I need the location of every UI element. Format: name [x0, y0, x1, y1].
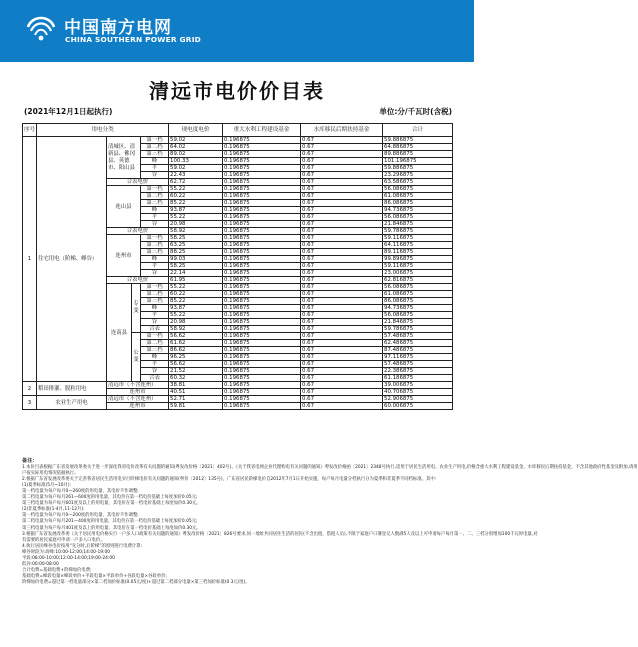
total-cell: 61.186875 [383, 375, 453, 382]
fund1-cell: 0.196875 [223, 242, 301, 249]
price-cell: 59.02 [169, 137, 223, 144]
total-cell: 56.086875 [383, 186, 453, 193]
fund2-cell: 0.67 [301, 256, 383, 263]
note-line: 平段:08:00-10:00;12:00-14:00;19:00-24:00 [22, 555, 115, 561]
fund1-cell: 0.196875 [223, 249, 301, 256]
area-label: 连山县 [107, 186, 141, 228]
price-cell: 85.22 [169, 298, 223, 305]
group-category: 住宅用电（阶梯、峰谷） [37, 137, 107, 382]
total-cell: 59.116875 [383, 235, 453, 242]
fund2-cell: 0.67 [301, 361, 383, 368]
brand-name-cn: 中国南方电网 [64, 18, 172, 38]
price-cell: 52.71 [169, 396, 223, 403]
area-label: 连州市 [107, 389, 169, 396]
fund1-cell: 0.196875 [223, 221, 301, 228]
fund2-cell: 0.67 [301, 172, 383, 179]
fund1-cell: 0.196875 [223, 403, 301, 410]
table-row [23, 137, 453, 144]
csg-logo-icon [24, 11, 58, 43]
price-cell: 93.87 [169, 305, 223, 312]
fund2-cell: 0.67 [301, 151, 383, 158]
total-cell: 60.006875 [383, 403, 453, 410]
fund2-cell: 0.67 [301, 319, 383, 326]
fund2-cell: 0.67 [301, 396, 383, 403]
note-line: (2)非夏季标准(1-4月,11-12月): [22, 507, 85, 513]
fund2-cell: 0.67 [301, 242, 383, 249]
total-cell: 21.846875 [383, 319, 453, 326]
notes-section [22, 458, 638, 586]
page-title: 清远市电价价目表 [149, 79, 325, 103]
table-header-row [23, 124, 453, 137]
note-line: 3.根据广东省发展改革委《关于居民用电价格实行一户多人口政策有关问题的通知》粤发改价格〔2021〕826号要求,同一地址共同居住生活的居民(不含出租、借租人员),不限于家庭户口簿登记人数满5人及以上可申请每户每月第一、二、三档分别增加100千瓦时电量,对 [22, 531, 538, 537]
price-cell: 55.22 [169, 284, 223, 291]
price-cell: 59.81 [169, 403, 223, 410]
fund2-cell: 0.67 [301, 186, 383, 193]
col-header-price: 现电度电价 [169, 124, 223, 137]
tier-cell: 平 [141, 312, 169, 319]
price-cell: 58.92 [169, 326, 223, 333]
group-category: 农业生产用电 [37, 396, 107, 410]
note-line: 户按实际用电情况依据执行。 [22, 471, 79, 477]
price-cell: 60.22 [169, 193, 223, 200]
note-line: (1)夏季标准(5月~10月): [22, 483, 71, 489]
price-cell: 55.22 [169, 186, 223, 193]
fund1-cell: 0.196875 [223, 214, 301, 221]
price-cell: 96.25 [169, 354, 223, 361]
note-line: 峰谷时段为:高峰:10:00-12:00;14:00-19:00 [22, 549, 111, 555]
total-cell: 59.116875 [383, 263, 453, 270]
tier-cell: 第二档 [141, 291, 169, 298]
tier-cell: 平 [141, 361, 169, 368]
total-cell: 62.486875 [383, 340, 453, 347]
header-banner [0, 0, 474, 62]
tier-cell: 峰 [141, 158, 169, 165]
tier-cell: 平 [141, 214, 169, 221]
total-cell: 61.086875 [383, 193, 453, 200]
tier-cell: 第三档 [141, 298, 169, 305]
price-cell: 40.51 [169, 389, 223, 396]
total-cell: 59.886875 [383, 137, 453, 144]
price-cell: 20.98 [169, 221, 223, 228]
fund2-cell: 0.67 [301, 158, 383, 165]
price-cell: 89.02 [169, 151, 223, 158]
fund1-cell: 0.196875 [223, 333, 301, 340]
area-label: 连南县 [107, 284, 132, 382]
tier-cell: 谷 [141, 319, 169, 326]
price-cell: 62.72 [169, 179, 223, 186]
tier-cell: 第二档 [141, 340, 169, 347]
fund1-cell: 0.196875 [223, 158, 301, 165]
note-line: 第二档电量为每户每月201—400度的用电量，其电价在第一档电价基础上每度加价0.05元; [22, 519, 198, 525]
fund1-cell: 0.196875 [223, 312, 301, 319]
total-cell: 89.116875 [383, 249, 453, 256]
price-cell: 56.62 [169, 333, 223, 340]
fund2-cell: 0.67 [301, 291, 383, 298]
total-cell: 94.736875 [383, 305, 453, 312]
note-line: 第一档电量为每户每月0—200度的用电量，其电价不作调整; [22, 513, 139, 519]
total-cell: 56.086875 [383, 214, 453, 221]
fund1-cell: 0.196875 [223, 277, 301, 284]
total-cell: 61.086875 [383, 291, 453, 298]
note-line: 第一档电量为每户每月0—260度的用电量，其电价不作调整; [22, 489, 139, 495]
price-cell: 64.02 [169, 144, 223, 151]
fund1-cell: 0.196875 [223, 186, 301, 193]
price-cell: 59.02 [169, 165, 223, 172]
tier-cell: 第三档 [141, 151, 169, 158]
fund2-cell: 0.67 [301, 263, 383, 270]
fund1-cell: 0.196875 [223, 368, 301, 375]
fund1-cell: 0.196875 [223, 228, 301, 235]
fund2-cell: 0.67 [301, 312, 383, 319]
tier-cell: 第二档 [141, 144, 169, 151]
fund2-cell: 0.67 [301, 214, 383, 221]
fund1-cell: 0.196875 [223, 347, 301, 354]
total-cell: 59.786875 [383, 326, 453, 333]
tier-cell: 第三档 [141, 200, 169, 207]
fund2-cell: 0.67 [301, 284, 383, 291]
fund1-cell: 0.196875 [223, 375, 301, 382]
total-cell: 87.486875 [383, 347, 453, 354]
fund2-cell: 0.67 [301, 165, 383, 172]
price-cell: 60.32 [169, 375, 223, 382]
tier-cell: 合表电价 [107, 277, 169, 284]
fund2-cell: 0.67 [301, 179, 383, 186]
note-line: 第三档电量为每户每月401度及以上的用电量，其电价在第一档电价基础上每度加价0.30元。 [22, 525, 201, 531]
total-cell: 56.086875 [383, 284, 453, 291]
fund1-cell: 0.196875 [223, 382, 301, 389]
total-cell: 23.296875 [383, 172, 453, 179]
fund1-cell: 0.196875 [223, 291, 301, 298]
price-cell: 56.62 [169, 361, 223, 368]
price-cell: 22.14 [169, 270, 223, 277]
tier-cell: 平 [141, 165, 169, 172]
col-header-no: 序号 [23, 124, 37, 137]
fund2-cell: 0.67 [301, 382, 383, 389]
price-cell: 99.03 [169, 256, 223, 263]
price-cell: 38.81 [169, 382, 223, 389]
notes-heading: 备注： [22, 458, 38, 464]
table-row [23, 396, 453, 403]
tier-cell: 合表电价 [107, 228, 169, 235]
total-cell: 22.386875 [383, 368, 453, 375]
note-line: 基础电费=峰段电量×峰段单价+平段电量×平段单价+谷段电量×谷段单价; [22, 573, 167, 579]
total-cell: 63.586875 [383, 179, 453, 186]
fund2-cell: 0.67 [301, 340, 383, 347]
total-cell: 99.896875 [383, 256, 453, 263]
fund1-cell: 0.196875 [223, 270, 301, 277]
tier-cell: 峰 [141, 354, 169, 361]
fund2-cell: 0.67 [301, 326, 383, 333]
fund2-cell: 0.67 [301, 277, 383, 284]
area-sub-label: 专变 [132, 284, 141, 333]
total-cell: 52.906875 [383, 396, 453, 403]
tier-cell: 第三档 [141, 249, 169, 256]
price-cell: 55.22 [169, 214, 223, 221]
total-cell: 59.786875 [383, 228, 453, 235]
price-cell: 58.25 [169, 235, 223, 242]
total-cell: 21.846875 [383, 221, 453, 228]
note-line: 4.执行居民峰谷电价按用“先分时,后阶梯”的原则进行电费计算: [22, 543, 143, 549]
fund1-cell: 0.196875 [223, 305, 301, 312]
total-cell: 64.886875 [383, 144, 453, 151]
tier-cell: 合表电价 [107, 179, 169, 186]
note-line: 阶梯加价电费=超过第一档电量部分×第二档加价标准(0.05元/度)+超过第二档部分电量×第三档加价标准(0.3元/度)。 [22, 579, 250, 585]
fund1-cell: 0.196875 [223, 151, 301, 158]
fund2-cell: 0.67 [301, 389, 383, 396]
fund1-cell: 0.196875 [223, 326, 301, 333]
area-label: 清远市（不含连州） [107, 382, 169, 389]
fund1-cell: 0.196875 [223, 172, 301, 179]
col-header-fund2: 水库移民后期扶持基金 [301, 124, 383, 137]
note-line: 低谷:00:00-08:00 [22, 561, 59, 567]
tier-cell: 第三档 [141, 347, 169, 354]
area-label: 连州市 [107, 235, 141, 277]
effective-date: (2021年12月1日起执行) [24, 107, 113, 116]
fund2-cell: 0.67 [301, 347, 383, 354]
col-header-category: 用电分类 [37, 124, 169, 137]
fund2-cell: 0.67 [301, 333, 383, 340]
price-cell: 55.22 [169, 312, 223, 319]
fund2-cell: 0.67 [301, 207, 383, 214]
fund2-cell: 0.67 [301, 200, 383, 207]
note-line: 第二档电量为每户每月261—600度的用电量，其电价在第一档电价基础上每度加价0.05元; [22, 495, 198, 501]
price-cell: 86.62 [169, 347, 223, 354]
tier-cell: 峰 [141, 207, 169, 214]
fund1-cell: 0.196875 [223, 200, 301, 207]
total-cell: 86.086875 [383, 200, 453, 207]
area-sub-label: 公变 [132, 333, 141, 382]
fund2-cell: 0.67 [301, 298, 383, 305]
fund1-cell: 0.196875 [223, 137, 301, 144]
tier-cell: 第一档 [141, 137, 169, 144]
area-label: 清远市（不含连州） [107, 396, 169, 403]
tier-cell: 第一档 [141, 333, 169, 340]
total-cell: 62.816875 [383, 277, 453, 284]
brand-name-en: CHINA SOUTHERN POWER GRID [65, 35, 201, 44]
col-header-fund1: 重大水利工程建设基金 [223, 124, 301, 137]
price-cell: 100.33 [169, 158, 223, 165]
tier-cell: 平 [141, 263, 169, 270]
price-cell: 88.25 [169, 249, 223, 256]
fund2-cell: 0.67 [301, 221, 383, 228]
price-cell: 58.92 [169, 228, 223, 235]
fund2-cell: 0.67 [301, 249, 383, 256]
price-cell: 58.25 [169, 263, 223, 270]
fund1-cell: 0.196875 [223, 340, 301, 347]
tier-cell: 谷 [141, 221, 169, 228]
tier-cell: 第一档 [141, 186, 169, 193]
tier-cell: 第二档 [141, 242, 169, 249]
tier-cell: 峰 [141, 256, 169, 263]
note-line: 第三档电量为每户每月601度及以上的用电量，其电价在第一档电价基础上每度加价0.30元。 [22, 501, 201, 507]
area-label: 连州市 [107, 403, 169, 410]
fund1-cell: 0.196875 [223, 319, 301, 326]
table-row [23, 382, 453, 389]
price-cell: 63.25 [169, 242, 223, 249]
fund2-cell: 0.67 [301, 228, 383, 235]
total-cell: 56.086875 [383, 312, 453, 319]
tier-cell: 第二档 [141, 193, 169, 200]
fund2-cell: 0.67 [301, 235, 383, 242]
fund1-cell: 0.196875 [223, 284, 301, 291]
total-cell: 57.486875 [383, 333, 453, 340]
price-cell: 61.95 [169, 277, 223, 284]
tier-cell: 合表 [141, 326, 169, 333]
fund1-cell: 0.196875 [223, 263, 301, 270]
tier-cell: 谷 [141, 270, 169, 277]
fund2-cell: 0.67 [301, 354, 383, 361]
fund1-cell: 0.196875 [223, 193, 301, 200]
note-line: 合计电费=基础电费+阶梯加价电费; [22, 567, 92, 573]
group-category: 稻田排灌、脱粒用电 [37, 382, 107, 396]
fund1-cell: 0.196875 [223, 179, 301, 186]
tier-cell: 第一档 [141, 235, 169, 242]
note-line: 有需要的居民家庭可申请一户多人口电价。 [22, 537, 105, 543]
total-cell: 23.006875 [383, 270, 453, 277]
tier-cell: 第一档 [141, 284, 169, 291]
fund1-cell: 0.196875 [223, 144, 301, 151]
total-cell: 101.196875 [383, 158, 453, 165]
total-cell: 64.116875 [383, 242, 453, 249]
total-cell: 94.736875 [383, 207, 453, 214]
area-label: 清城区、清新县、佛冈县、英德市、阳山县 [107, 137, 141, 179]
tier-cell: 谷 [141, 368, 169, 375]
price-cell: 93.87 [169, 207, 223, 214]
fund2-cell: 0.67 [301, 375, 383, 382]
fund1-cell: 0.196875 [223, 354, 301, 361]
price-cell: 61.62 [169, 340, 223, 347]
tier-cell: 谷 [141, 172, 169, 179]
group-no: 1 [23, 137, 37, 382]
total-cell: 86.086875 [383, 298, 453, 305]
col-header-total: 合计 [383, 124, 453, 137]
price-cell: 60.22 [169, 291, 223, 298]
fund1-cell: 0.196875 [223, 396, 301, 403]
fund2-cell: 0.67 [301, 368, 383, 375]
fund1-cell: 0.196875 [223, 165, 301, 172]
fund2-cell: 0.67 [301, 193, 383, 200]
fund2-cell: 0.67 [301, 270, 383, 277]
group-no: 3 [23, 396, 37, 410]
fund1-cell: 0.196875 [223, 235, 301, 242]
price-cell: 22.43 [169, 172, 223, 179]
total-cell: 97.116875 [383, 354, 453, 361]
fund2-cell: 0.67 [301, 403, 383, 410]
fund1-cell: 0.196875 [223, 207, 301, 214]
price-cell: 21.52 [169, 368, 223, 375]
price-unit: 单位:分/千瓦时(含税) [379, 107, 452, 116]
total-cell: 57.486875 [383, 361, 453, 368]
fund1-cell: 0.196875 [223, 361, 301, 368]
fund1-cell: 0.196875 [223, 256, 301, 263]
total-cell: 40.706875 [383, 389, 453, 396]
price-cell: 85.22 [169, 200, 223, 207]
fund2-cell: 0.67 [301, 144, 383, 151]
tier-cell: 合表 [141, 375, 169, 382]
note-line: 2.根据广东省发展改革委关于完善我省居民生活用电实行阶梯电价有关问题的通知(粤价〔2012〕135号)，广东省居民阶梯电价自2012年7月1日开始实施，每户每月电量分档执行分为夏季和非夏季不同档标准。其中: [22, 477, 437, 483]
total-cell: 89.886875 [383, 151, 453, 158]
price-cell: 20.98 [169, 319, 223, 326]
fund2-cell: 0.67 [301, 137, 383, 144]
note-line: 1.本价目表根据广东省发展改革委关于进一步深化我省电价改革有关问题的通知(粤发改价格〔2021〕402号)、《关于我省电网企业代理购电有关问题的通知》粤发改价格函〔2021〕2348号执行,适用于居民生活用电、农业生产用电,价格含重大水利工程建设基金、水库移民后期扶持基金，不含其他政府性基金及附加,请用 [22, 465, 638, 471]
fund1-cell: 0.196875 [223, 298, 301, 305]
fund1-cell: 0.196875 [223, 389, 301, 396]
total-cell: 59.886875 [383, 165, 453, 172]
tier-cell: 峰 [141, 305, 169, 312]
price-table [22, 123, 453, 410]
total-cell: 39.006875 [383, 382, 453, 389]
group-no: 2 [23, 382, 37, 396]
fund2-cell: 0.67 [301, 305, 383, 312]
